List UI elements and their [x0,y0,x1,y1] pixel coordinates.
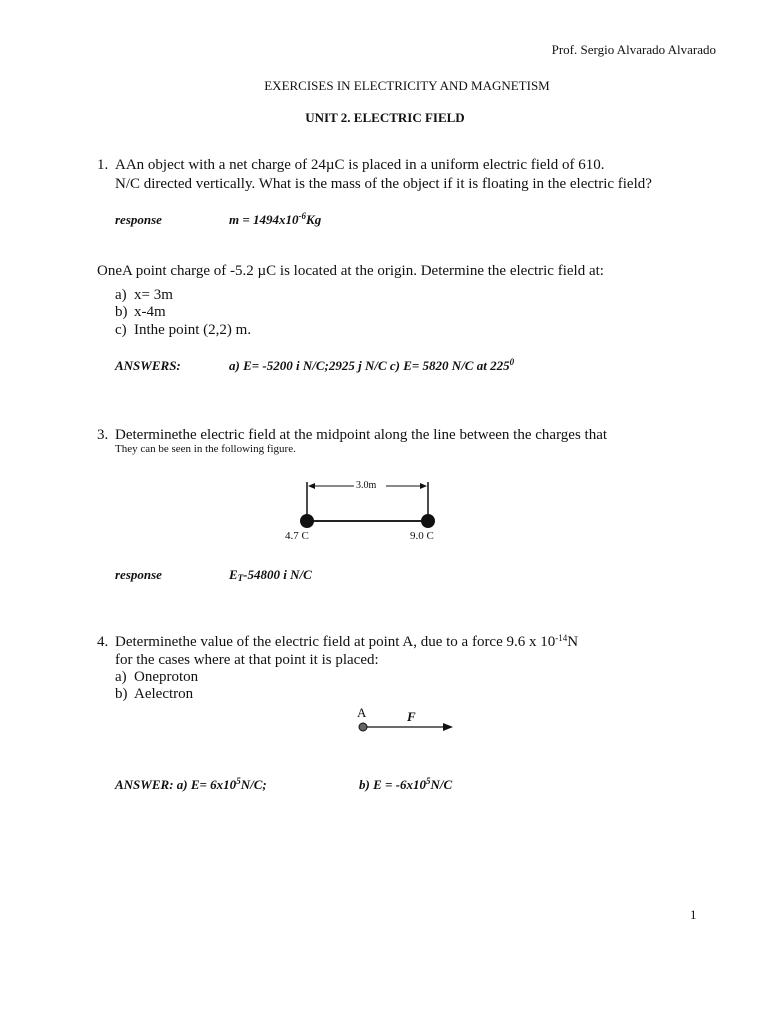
answer-b: b) $E = -6x10^5N/C$ [359,776,453,792]
response-label: response [115,212,162,227]
answer-value: a) E= -5200 i N/C;2925 j N/C c) E= 5820 N/C at $225^0$ [229,357,515,373]
arrowhead-icon [308,483,315,489]
response-value: $m = 1494x10^{-6}Kg$ [229,211,322,227]
problem-text-line: They can be seen in the following figure. [115,443,296,455]
problem-number: 1. [97,157,109,173]
response-value: $E_T-54800$ i N/C [229,567,312,583]
charge-1 [300,514,314,528]
list-item: x= 3m [134,287,173,303]
point-label: A [357,705,367,720]
force-arrow-figure [352,718,462,736]
list-marker: c) [115,322,127,338]
list-marker: a) [115,669,127,685]
problem-text-line: Determinethe value of the electric field at point A, due to a force 9.6 x $10^{-14}N$ [115,633,579,650]
distance-label: 3.0m [356,480,377,491]
problem-text-line: OneA point charge of -5.2 µC is located at the origin. Determine the electric field at: [97,263,604,279]
answer-label: ANSWERS: [115,358,181,373]
problem-text-line: Determinethe electric field at the midpoint along the line between the charges that [115,427,608,443]
response-label: response [115,567,162,582]
arrowhead-icon [420,483,427,489]
list-item: Aelectron [134,686,194,702]
problem-text-line: AAn object with a net charge of 24µC is placed in a uniform electric field of 610. [115,157,605,173]
point-a-dot [359,723,367,731]
list-marker: a) [115,287,127,303]
author-header: Prof. Sergio Alvarado Alvarado [551,42,716,57]
force-label: F [407,709,416,724]
charge-label: 4.7 C [285,530,309,542]
arrowhead-icon [443,723,453,731]
charge-label: 9.0 C [410,530,434,542]
document-title: EXERCISES IN ELECTRICITY AND MAGNETISM [264,78,550,93]
page-number: 1 [690,907,697,922]
charge-2 [421,514,435,528]
list-item: Oneproton [134,669,199,685]
list-marker: b) [115,304,128,320]
unit-title: UNIT 2. ELECTRIC FIELD [305,110,465,125]
list-item: Inthe point (2,2) m. [134,322,252,338]
problem-number: 3. [97,427,109,443]
problem-text-line: for the cases where at that point it is placed: [115,652,379,668]
list-item: x-4m [134,304,166,320]
problem-text-line: N/C directed vertically. What is the mass of the object if it is floating in the electric field? [115,176,652,192]
answer-a: ANSWER: a) $E= 6x10^5N/C$; [115,776,267,792]
list-marker: b) [115,686,128,702]
problem-number: 4. [97,634,109,650]
